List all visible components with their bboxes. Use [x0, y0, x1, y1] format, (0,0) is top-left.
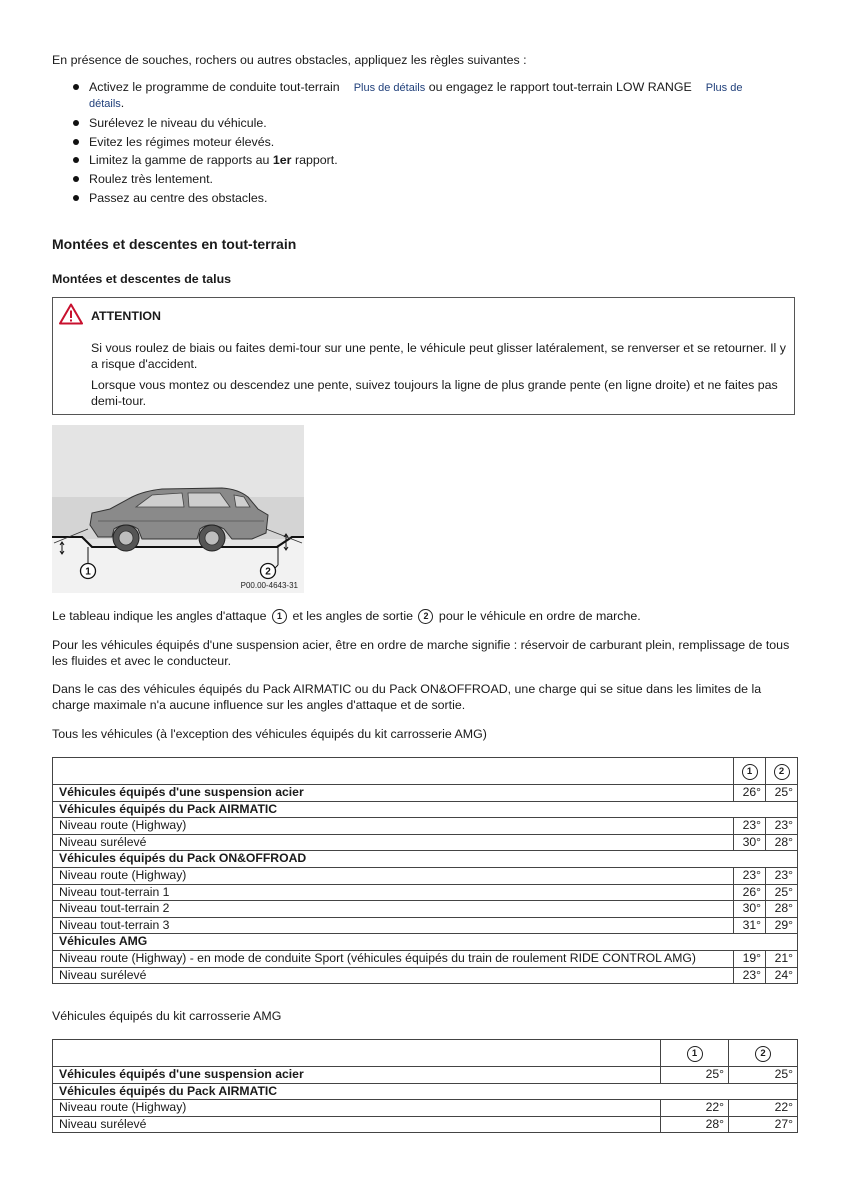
- table-row: [53, 967, 798, 984]
- callout-1-label: 1: [85, 566, 91, 578]
- row-label: Véhicules équipés d'une suspension acier: [53, 1067, 661, 1084]
- list-item-text: ou engagez le rapport tout-terrain LOW RANGE: [428, 80, 692, 94]
- intro-text: En présence de souches, rochers ou autres obstacles, appliquez les règles suivantes :: [52, 53, 527, 67]
- airmatic-paragraph: Dans le cas des véhicules équipés du Pack AIRMATIC ou du Pack ON&OFFROAD, une charge qui se situe dans les limites de la charge maximale n'a aucune influence sur les angles d'attaque et de sortie.: [52, 682, 762, 712]
- approach-angle-cell: 23°: [734, 867, 766, 884]
- departure-angle-cell: 25°: [729, 1067, 798, 1084]
- vehicle-slope-drawing: [52, 425, 304, 593]
- departure-angle-cell: 25°: [766, 785, 798, 802]
- callout-1-icon: 1: [687, 1046, 703, 1062]
- warning-box: [52, 297, 795, 415]
- departure-angle-cell: 21°: [766, 950, 798, 967]
- approach-angle-cell: 23°: [734, 967, 766, 984]
- table-row: [53, 851, 798, 868]
- table-row: [53, 1067, 798, 1084]
- table-header-cell: [53, 758, 734, 785]
- departure-angle-cell: 23°: [766, 867, 798, 884]
- bullet-icon: [73, 157, 79, 163]
- table-header-cell: [734, 758, 766, 785]
- warning-text-1: Si vous roulez de biais ou faites demi-tour sur une pente, le véhicule peut glisser latéralement, se renverser et se retourner. Il y a risque d'accident.: [91, 341, 786, 371]
- figure-code: P00.00-4643-31: [240, 581, 298, 590]
- warning-triangle-icon: [59, 303, 83, 325]
- table-row: [53, 934, 798, 951]
- gear-number: 1er: [272, 153, 292, 168]
- table-row: [53, 818, 798, 835]
- table-header-row: [53, 1040, 798, 1067]
- departure-angle-cell: 23°: [766, 818, 798, 835]
- angles-intro-paragraph: [52, 608, 797, 624]
- table-row: [53, 867, 798, 884]
- table-header-row: [53, 758, 798, 785]
- list-item-text: Roulez très lentement.: [89, 172, 213, 187]
- callout-2-icon: 2: [418, 609, 433, 624]
- table-row: [53, 884, 798, 901]
- departure-angle-cell: 28°: [766, 901, 798, 918]
- list-item-text: Activez le programme de conduite tout-terrain: [89, 80, 340, 94]
- section-title: Montées et descentes en tout-terrain: [52, 236, 297, 252]
- list-item: [52, 116, 782, 131]
- list-item-text: rapport.: [291, 153, 338, 168]
- paragraph-text: et les angles de sortie: [292, 609, 414, 623]
- list-item-text: .: [120, 96, 125, 110]
- list-item: [52, 153, 782, 168]
- row-label: Niveau tout-terrain 2: [53, 901, 734, 918]
- bullet-icon: [73, 84, 79, 90]
- details-link-2b[interactable]: détails: [89, 98, 121, 110]
- row-label: Véhicules équipés du Pack AIRMATIC: [53, 801, 798, 818]
- table-row: [53, 901, 798, 918]
- callout-1-icon: 1: [742, 764, 758, 780]
- table-header-cell: [729, 1040, 798, 1067]
- approach-angle-cell: 23°: [734, 818, 766, 835]
- row-label: Véhicules équipés du Pack ON&OFFROAD: [53, 851, 798, 868]
- approach-angle-cell: 25°: [661, 1067, 729, 1084]
- angles-table-amg-kit: [52, 1039, 798, 1133]
- approach-angle-cell: 30°: [734, 901, 766, 918]
- list-item: [52, 135, 782, 150]
- row-label: Niveau route (Highway): [53, 818, 734, 835]
- approach-angle-cell: 26°: [734, 884, 766, 901]
- callout-2-icon: 2: [774, 764, 790, 780]
- approach-angle-cell: 31°: [734, 917, 766, 934]
- row-label: Véhicules équipés d'une suspension acier: [53, 785, 734, 802]
- callout-1-icon: 1: [272, 609, 287, 624]
- row-label: Niveau route (Highway) - en mode de conduite Sport (véhicules équipés du train de roulement RIDE CONTROL AMG): [53, 950, 734, 967]
- approach-angle-cell: 30°: [734, 834, 766, 851]
- approach-angle-cell: 26°: [734, 785, 766, 802]
- departure-angle-cell: 24°: [766, 967, 798, 984]
- bullet-icon: [73, 120, 79, 126]
- approach-angle-cell: 22°: [661, 1100, 729, 1117]
- row-label: Niveau surélevé: [53, 834, 734, 851]
- paragraph-text: Le tableau indique les angles d'attaque: [52, 609, 267, 623]
- all-vehicles-caption: Tous les véhicules (à l'exception des véhicules équipés du kit carrosserie AMG): [52, 727, 487, 741]
- bullet-icon: [73, 176, 79, 182]
- row-label: Niveau tout-terrain 3: [53, 917, 734, 934]
- table-row: [53, 917, 798, 934]
- approach-angle-cell: 19°: [734, 950, 766, 967]
- table-row: [53, 1083, 798, 1100]
- angles-table-standard: [52, 757, 798, 984]
- bullet-icon: [73, 139, 79, 145]
- table-header-cell: [661, 1040, 729, 1067]
- bullet-icon: [73, 195, 79, 201]
- paragraph-text: pour le véhicule en ordre de marche.: [438, 609, 641, 623]
- row-label: Niveau surélevé: [53, 967, 734, 984]
- departure-angle-cell: 28°: [766, 834, 798, 851]
- approach-angle-cell: 28°: [661, 1116, 729, 1133]
- table-row: [53, 785, 798, 802]
- callout-2-icon: 2: [755, 1046, 771, 1062]
- table-row: [53, 1116, 798, 1133]
- row-label: Niveau tout-terrain 1: [53, 884, 734, 901]
- list-item: [52, 80, 782, 112]
- departure-angle-cell: 25°: [766, 884, 798, 901]
- departure-angle-cell: 29°: [766, 917, 798, 934]
- row-label: Véhicules AMG: [53, 934, 798, 951]
- warning-title: ATTENTION: [91, 309, 161, 323]
- vehicle-slope-illustration: [52, 425, 304, 593]
- details-link-1[interactable]: Plus de détails: [353, 82, 426, 94]
- list-item-text: Surélevez le niveau du véhicule.: [89, 115, 267, 130]
- amg-kit-caption: Véhicules équipés du kit carrosserie AMG: [52, 1009, 282, 1023]
- table-header-cell: [766, 758, 798, 785]
- table-row: [53, 834, 798, 851]
- warning-text-2: Lorsque vous montez ou descendez une pente, suivez toujours la ligne de plus grande pente (en ligne droite) et ne faites pas demi-tour.: [91, 378, 778, 408]
- callout-2-label: 2: [265, 566, 271, 578]
- row-label: Niveau surélevé: [53, 1116, 661, 1133]
- list-item-text: Limitez la gamme de rapports au: [89, 153, 273, 168]
- departure-angle-cell: 27°: [729, 1116, 798, 1133]
- subsection-title: Montées et descentes de talus: [52, 272, 232, 286]
- departure-angle-cell: 22°: [729, 1100, 798, 1117]
- table-header-cell: [53, 1040, 661, 1067]
- steel-suspension-paragraph: Pour les véhicules équipés d'une suspension acier, être en ordre de marche signifie : réservoir de carburant plein, remplissage de tous les fluides et avec le conducteur.: [52, 638, 790, 668]
- row-label: Véhicules équipés du Pack AIRMATIC: [53, 1083, 798, 1100]
- list-item: [52, 191, 782, 206]
- details-link-2a[interactable]: Plus de: [705, 82, 743, 94]
- row-label: Niveau route (Highway): [53, 867, 734, 884]
- table-row: [53, 950, 798, 967]
- rules-list: [52, 80, 782, 210]
- list-item: [52, 172, 782, 187]
- list-item-text: Evitez les régimes moteur élevés.: [89, 134, 275, 149]
- list-item-text: Passez au centre des obstacles.: [89, 190, 268, 205]
- table-row: [53, 1100, 798, 1117]
- table-row: [53, 801, 798, 818]
- row-label: Niveau route (Highway): [53, 1100, 661, 1117]
